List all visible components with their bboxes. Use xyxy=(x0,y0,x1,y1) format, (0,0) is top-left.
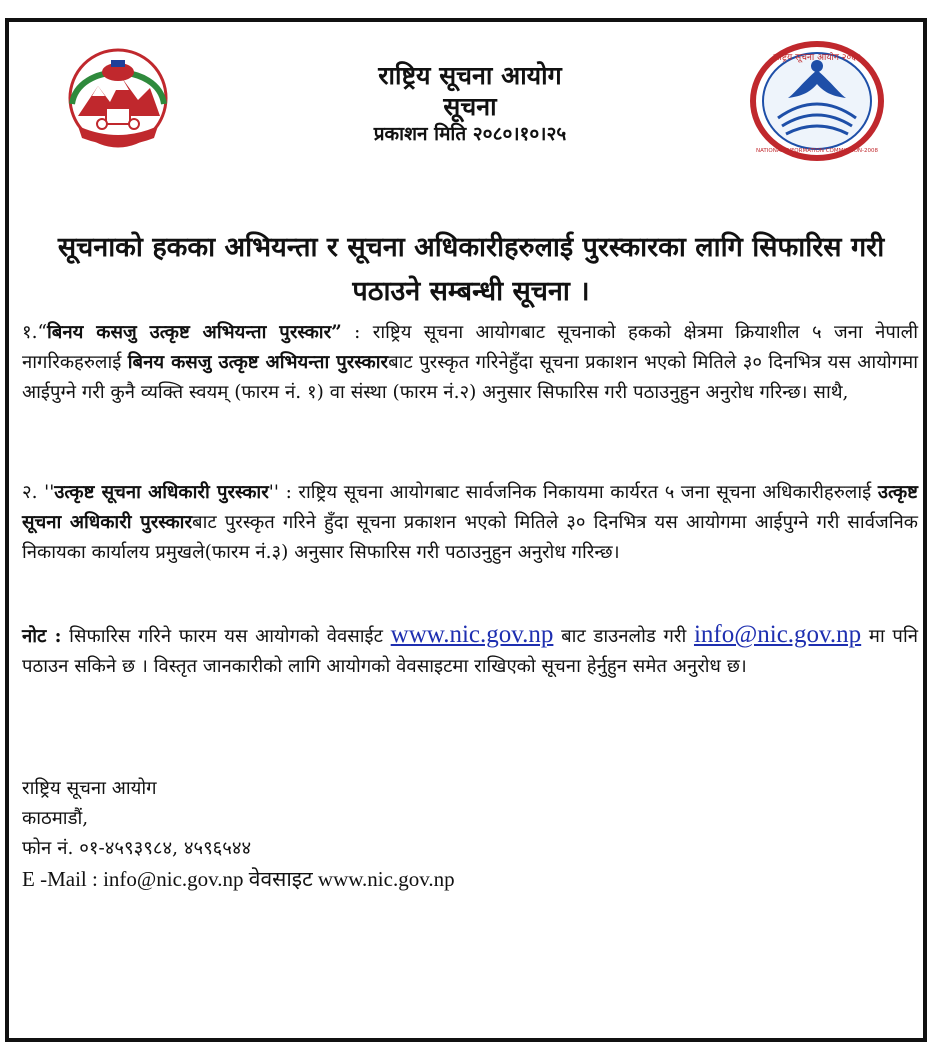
para2-prefix: २. '' xyxy=(22,482,55,503)
footer-contact: E -Mail : info@nic.gov.np वेवसाइट www.nic.gov.np xyxy=(22,867,455,891)
note-label: नोट : xyxy=(22,626,62,647)
para1-text2: बाट पुरस्कृत गरिनेहुँदा सूचना प्रकाशन भएको मितिले ३० दिनभित्र यस आयोगमा आईपुग्ने गरी कुनै व्यक्ति स्वयम् (फारम नं. १) वा संस्था (फारम नं.२) अनुसार सिफारिस गरी पठाउनुहुन अनुरोध गरिन्छ। साथै, xyxy=(22,352,918,403)
para2-text1: '' : राष्ट्रिय सूचना आयोगबाट सार्वजनिक निकायमा कार्यरत ५ जना सूचना अधिकारीहरुलाई xyxy=(268,482,878,503)
para2-award-repeat: उत्कृष्ट सूचना अधिकारी पुरस्कार xyxy=(22,482,918,533)
para1-award: बिनय कसजु उत्कृष्ट अभियन्ता पुरस्कार” xyxy=(46,322,342,343)
paragraph-2 xyxy=(22,478,918,568)
para1-text1: : राष्ट्रिय सूचना आयोगबाट सूचनाको हकको क्षेत्रमा क्रियाशील ५ जना नेपाली नागरिकहरुलाई xyxy=(22,322,918,373)
para2-award: उत्कृष्ट सूचना अधिकारी पुरस्कार xyxy=(54,482,269,503)
paragraph-1 xyxy=(22,318,918,408)
para1-award-repeat: बिनय कसजु उत्कृष्ट अभियन्ता पुरस्कार xyxy=(127,352,389,373)
footer-org: राष्ट्रिय सूचना आयोग xyxy=(22,778,157,799)
para1-prefix: १.“ xyxy=(22,322,47,343)
notice-header xyxy=(0,60,940,146)
note-text1: सिफारिस गरिने फारम यस आयोगको वेवसाईट xyxy=(61,626,391,647)
note-text2: बाट डाउनलोड गरी xyxy=(553,626,694,647)
note-paragraph xyxy=(22,620,918,682)
org-name: राष्ट्रिय सूचना आयोग xyxy=(378,61,562,90)
seal-text-english: NATIONAL INFORMATION COMMISSION-2008 xyxy=(755,148,879,154)
footer-phone: फोन नं. ०१-४५९३९८४, ४५९६५४४ xyxy=(22,838,252,859)
note-text3: मा पनि पठाउन सकिने छ । विस्तृत जानकारीको लागि आयोगको वेवसाइटमा राखिएको सूचना हेर्नुहुन समेत अनुरोध छ। xyxy=(22,626,919,677)
website-link[interactable]: www.nic.gov.np xyxy=(390,621,554,648)
para2-text2: बाट पुरस्कृत गरिने हुँदा सूचना प्रकाशन भएको मितिले ३० दिनभित्र यस आयोगमा आईपुग्ने गरी सार्वजनिक निकायका कार्यालय प्रमुखले(फारम नं.३) अनुसार सिफारिस गरी पठाउनुहुन अनुरोध गरिन्छ। xyxy=(22,512,918,563)
notice-title: सूचनाको हकका अभियन्ता र सूचना अधिकारीहरुलाई पुरस्कारका लागि सिफारिस गरी पठाउने सम्बन्धी सूचना । xyxy=(57,232,885,307)
seal-text: राष्ट्रिय सूचना आयोग २०६४ xyxy=(773,53,861,63)
publication-date: प्रकाशन मिति २०८०।१०।२५ xyxy=(373,122,567,145)
signature-block xyxy=(22,774,455,894)
notice-label: सूचना xyxy=(443,92,497,122)
email-link[interactable]: info@nic.gov.np xyxy=(693,621,862,648)
footer-city: काठमाडौं, xyxy=(22,808,89,829)
